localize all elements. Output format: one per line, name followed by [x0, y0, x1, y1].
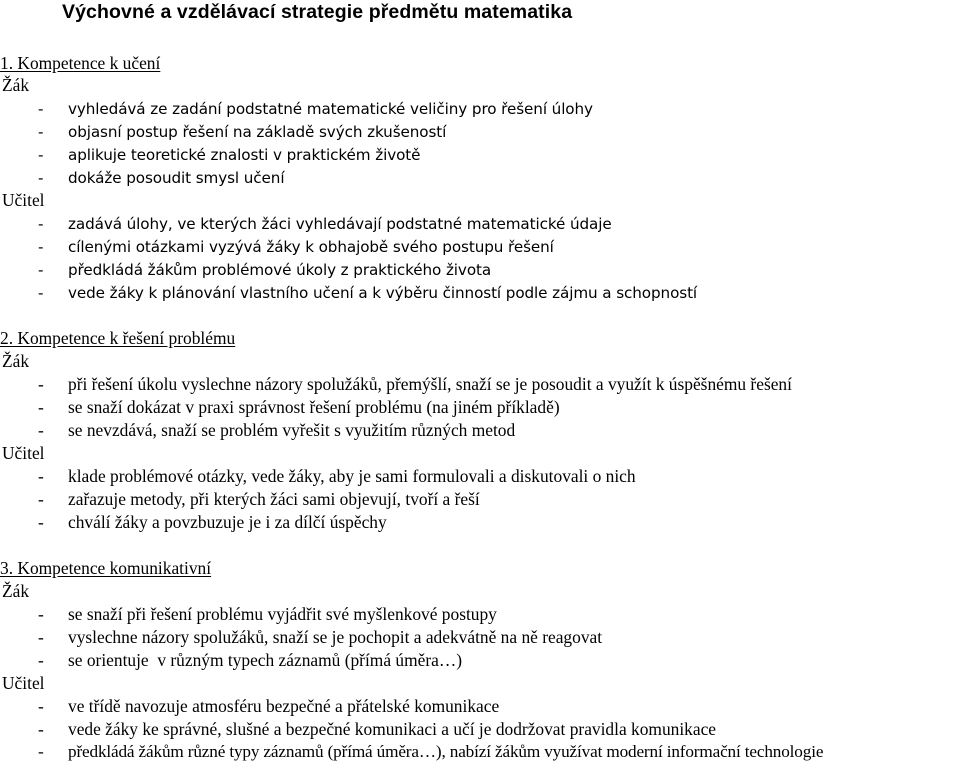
- teacher-label: Učitel: [2, 673, 45, 693]
- list-item: [38, 511, 387, 533]
- list-item-text: objasní postup řešení na základě svých zkušeností: [68, 123, 447, 141]
- list-item-text: se snaží dokázat v praxi správnost řešení problému (na jiném příkladě): [68, 397, 560, 417]
- dash-bullet: -: [38, 169, 44, 187]
- dash-bullet: -: [38, 374, 44, 394]
- list-item-text: chválí žáky a povzbuzuje je i za dílčí úspěchy: [68, 512, 387, 532]
- list-item: [38, 98, 593, 120]
- pupil-label: Žák: [2, 351, 30, 371]
- dash-bullet: -: [38, 238, 44, 256]
- dash-bullet: -: [38, 512, 44, 532]
- list-item: [38, 144, 420, 166]
- section-heading: 2. Kompetence k řešení problému: [0, 328, 236, 348]
- dash-bullet: -: [38, 284, 44, 302]
- dash-bullet: -: [38, 650, 44, 670]
- list-item-text: vede žáky k plánování vlastního učení a k výběru činností podle zájmu a schopností: [68, 284, 698, 302]
- dash-bullet: -: [38, 742, 44, 761]
- list-item-text: cílenými otázkami vyzývá žáky k obhajobě svého postupu řešení: [68, 238, 554, 256]
- list-item-text: vyslechne názory spolužáků, snaží se je pochopit a adekvátně na ně reagovat: [68, 627, 603, 647]
- list-item-text: se snaží při řešení problému vyjádřit své myšlenkové postupy: [68, 604, 497, 624]
- list-item: [38, 718, 716, 740]
- dash-bullet: -: [38, 696, 44, 716]
- dash-bullet: -: [38, 420, 44, 440]
- dash-bullet: -: [38, 627, 44, 647]
- list-item: [38, 396, 560, 418]
- list-item-text: dokáže posoudit smysl učení: [68, 169, 285, 187]
- list-item: [38, 259, 491, 281]
- pupil-label: Žák: [2, 581, 30, 601]
- list-item-text: ve třídě navozuje atmosféru bezpečné a přátelské komunikace: [68, 696, 500, 716]
- list-item: [38, 167, 284, 189]
- list-item-text: aplikuje teoretické znalosti v praktickém životě: [68, 146, 421, 164]
- section-heading: 1. Kompetence k učení: [0, 53, 161, 73]
- list-item-text: vyhledává ze zadání podstatné matematické veličiny pro řešení úlohy: [68, 100, 593, 118]
- list-item: [38, 121, 446, 143]
- dash-bullet: -: [38, 489, 44, 509]
- list-item: [38, 282, 697, 304]
- document-title: Výchovné a vzdělávací strategie předmětu matematika: [62, 1, 573, 23]
- list-item: [38, 695, 499, 717]
- list-item-text: při řešení úkolu vyslechne názory spolužáků, přemýšlí, snaží se je posoudit a využít k úspěšnému řešení: [68, 374, 792, 394]
- list-item-text: vede žáky ke správné, slušné a bezpečné komunikaci a učí je dodržovat pravidla komunikace: [68, 719, 717, 739]
- pupil-label: Žák: [2, 75, 30, 95]
- list-item-text: zadává úlohy, ve kterých žáci vyhledávají podstatné matematické údaje: [68, 215, 612, 233]
- dash-bullet: -: [38, 146, 44, 164]
- list-item: [38, 236, 554, 258]
- teacher-label: Učitel: [2, 443, 45, 463]
- dash-bullet: -: [38, 100, 44, 118]
- dash-bullet: -: [38, 719, 44, 739]
- dash-bullet: -: [38, 466, 44, 486]
- list-item-text: se nevzdává, snaží se problém vyřešit s využitím různých metod: [68, 420, 516, 440]
- list-item: [38, 465, 636, 487]
- list-item-text: předkládá žákům různé typy záznamů (přímá úměra…), nabízí žákům využívat moderní informační technologie: [68, 742, 824, 761]
- list-item: [38, 213, 612, 235]
- list-item: [38, 649, 462, 671]
- list-item-text: zařazuje metody, při kterých žáci sami objevují, tvoří a řeší: [68, 489, 480, 509]
- section-heading: 3. Kompetence komunikativní: [0, 558, 212, 578]
- list-item: [38, 419, 515, 441]
- dash-bullet: -: [38, 261, 44, 279]
- teacher-label: Učitel: [2, 190, 45, 210]
- dash-bullet: -: [38, 397, 44, 417]
- list-item-text: předkládá žákům problémové úkoly z praktického života: [68, 261, 492, 279]
- list-item: [38, 741, 823, 763]
- dash-bullet: -: [38, 123, 44, 141]
- dash-bullet: -: [38, 604, 44, 624]
- list-item: [38, 373, 792, 395]
- list-item: [38, 488, 480, 510]
- list-item: [38, 626, 602, 648]
- list-item-text: klade problémové otázky, vede žáky, aby je sami formulovali a diskutovali o nich: [68, 466, 636, 486]
- dash-bullet: -: [38, 215, 44, 233]
- list-item: [38, 603, 497, 625]
- list-item-text: se orientuje v různým typech záznamů (přímá úměra…): [68, 650, 463, 670]
